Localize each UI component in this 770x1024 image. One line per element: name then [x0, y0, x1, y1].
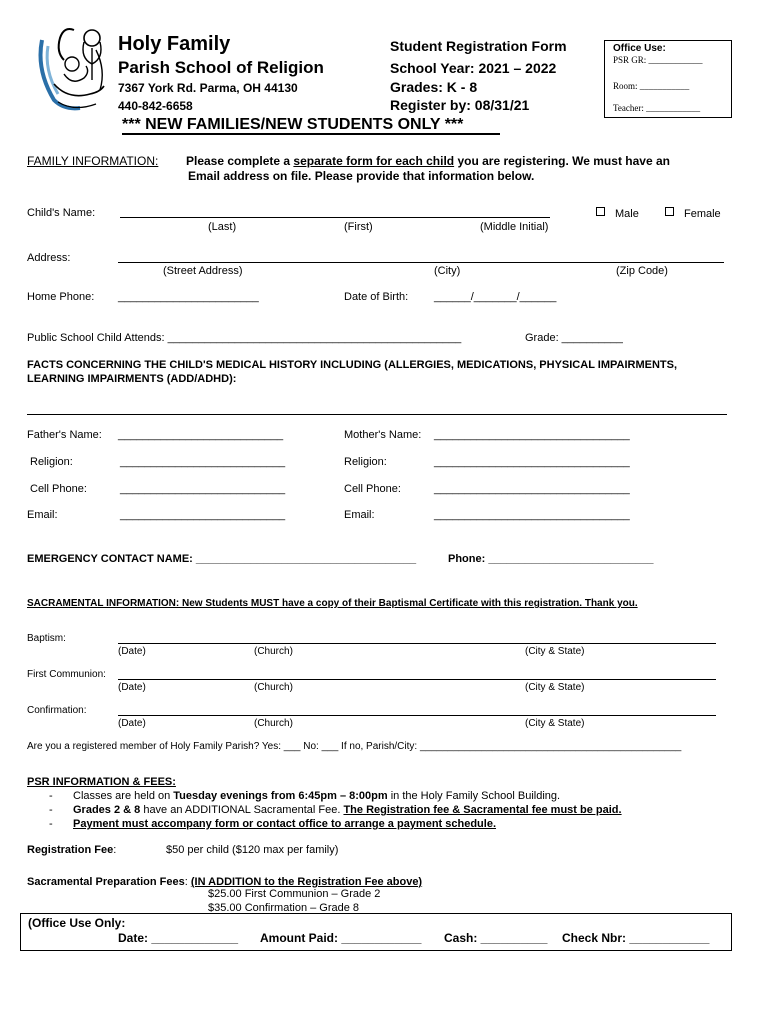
- last-caption: (Last): [208, 221, 237, 233]
- father-email-field[interactable]: ___________________________: [120, 509, 286, 521]
- office-date-field[interactable]: Date: _____________: [118, 931, 239, 945]
- grades: Grades: K - 8: [390, 79, 478, 95]
- male-label: Male: [615, 208, 639, 220]
- baptism-line[interactable]: [118, 643, 716, 644]
- father-name-field[interactable]: ___________________________: [118, 429, 284, 441]
- dob-field[interactable]: ______/_______/______: [434, 291, 557, 303]
- baptism-label: Baptism:: [27, 633, 66, 644]
- address-line[interactable]: [118, 262, 724, 263]
- family-info-instructions: [186, 154, 670, 168]
- psr-bullet-2: [73, 804, 622, 816]
- dob-label: Date of Birth:: [344, 291, 409, 303]
- first-caption: (First): [344, 221, 373, 233]
- sacramental-fees: Sacramental Preparation Fees: (IN ADDITION to the Registration Fee above): [27, 876, 423, 888]
- register-by: Register by: 08/31/21: [390, 97, 530, 113]
- office-use-box: [604, 40, 732, 118]
- emergency-phone-field[interactable]: Phone: ___________________________: [448, 553, 654, 565]
- confirmation-date-caption: (Date): [118, 718, 146, 729]
- family-info-instructions-line2: Email address on file. Please provide that information below.: [188, 169, 535, 183]
- teacher-field: Teacher: ____________: [613, 103, 701, 113]
- bullet-dash: -: [49, 790, 53, 802]
- instr-part1: Please complete a: [186, 154, 294, 168]
- registration-fee-value: $50 per child ($120 max per family): [166, 844, 339, 856]
- room-field: Room: ___________: [613, 81, 690, 91]
- mother-cell-field[interactable]: ________________________________: [434, 483, 630, 495]
- psr-bullet-3: Payment must accompany form or contact office to arrange a payment schedule.: [73, 818, 497, 830]
- instr-underlined: separate form for each child: [293, 154, 455, 168]
- address-label: Address:: [27, 252, 71, 264]
- psr-bullet-1: [73, 790, 560, 802]
- first-communion-line[interactable]: [118, 679, 716, 680]
- fee-confirmation: $35.00 Confirmation – Grade 8: [208, 902, 360, 914]
- school-year: School Year: 2021 – 2022: [390, 60, 557, 76]
- father-religion-field[interactable]: ___________________________: [120, 456, 286, 468]
- baptism-church-caption: (Church): [254, 646, 293, 657]
- holy-family-logo: [34, 20, 114, 112]
- school-phone: 440-842-6658: [118, 99, 193, 113]
- program-name: Parish School of Religion: [118, 58, 324, 77]
- bullet2-b: have an ADDITIONAL Sacramental Fee.: [140, 804, 344, 816]
- office-cash-field[interactable]: Cash: __________: [444, 931, 548, 945]
- bullet2-a: Grades 2 & 8: [73, 804, 141, 816]
- home-phone-label: Home Phone:: [27, 291, 95, 303]
- reg-fee-label-text: Registration Fee: [27, 844, 114, 856]
- bullet1-a: Classes are held on: [73, 790, 174, 802]
- parish-member-question[interactable]: Are you a registered member of Holy Family Parish? Yes: ___ No: ___ If no, Parish/City: _______________________________________________: [27, 741, 682, 752]
- bullet-dash: -: [49, 804, 53, 816]
- public-school-field[interactable]: Public School Child Attends: ________________________________________________: [27, 332, 462, 344]
- child-name-label: Child's Name:: [27, 207, 96, 219]
- school-address: 7367 York Rd. Parma, OH 44130: [118, 81, 298, 95]
- fee-first-communion: $25.00 First Communion – Grade 2: [208, 888, 381, 900]
- mother-name-field[interactable]: ________________________________: [434, 429, 630, 441]
- reg-fee-colon: :: [113, 844, 117, 856]
- medical-heading-line1: FACTS CONCERNING THE CHILD'S MEDICAL HISTORY INCLUDING (ALLERGIES, MEDICATIONS, PHYSICAL IMPAIRMENTS,: [27, 359, 678, 371]
- confirmation-label: Confirmation:: [27, 705, 87, 716]
- home-phone-field[interactable]: _______________________: [118, 291, 259, 303]
- school-name: Holy Family: [118, 33, 231, 55]
- medical-heading-line2: LEARNING IMPAIRMENTS (ADD/ADHD):: [27, 373, 237, 385]
- father-cell-field[interactable]: ___________________________: [120, 483, 286, 495]
- father-religion-label: Religion:: [30, 456, 73, 468]
- bullet-dash: -: [49, 818, 53, 830]
- confirmation-line[interactable]: [118, 715, 716, 716]
- bullet1-c: in the Holy Family School Building.: [387, 790, 561, 802]
- female-checkbox[interactable]: [665, 207, 721, 220]
- psr-gr-field: PSR GR: ____________: [613, 55, 703, 65]
- sac-fee-label: Sacramental Preparation Fees: [27, 876, 185, 888]
- female-label: Female: [684, 208, 721, 220]
- bullet1-b: Tuesday evenings from 6:45pm – 8:00pm: [173, 790, 388, 802]
- baptism-city-caption: (City & State): [525, 646, 585, 657]
- sac-fee-note: (IN ADDITION to the Registration Fee above): [190, 876, 423, 888]
- city-caption: (City): [434, 265, 461, 277]
- banner-underline: [122, 133, 500, 135]
- new-families-banner: *** NEW FAMILIES/NEW STUDENTS ONLY ***: [122, 116, 464, 133]
- registration-fee-label: [27, 844, 116, 856]
- child-name-line[interactable]: [120, 217, 550, 218]
- mother-name-label: Mother's Name:: [344, 429, 422, 441]
- first-communion-label: First Communion:: [27, 669, 106, 680]
- mother-religion-field[interactable]: ________________________________: [434, 456, 630, 468]
- father-name-label: Father's Name:: [27, 429, 102, 441]
- middle-caption: (Middle Initial): [480, 221, 549, 233]
- checkbox-icon: [596, 207, 605, 216]
- father-email-label: Email:: [27, 509, 58, 521]
- sacramental-heading: SACRAMENTAL INFORMATION: New Students MUST have a copy of their Baptismal Certificate with this registration. Thank you.: [27, 598, 638, 609]
- mother-email-field[interactable]: ________________________________: [434, 509, 630, 521]
- psr-heading: PSR INFORMATION & FEES:: [27, 776, 176, 788]
- male-checkbox[interactable]: [596, 207, 639, 220]
- mother-email-label: Email:: [344, 509, 375, 521]
- office-check-field[interactable]: Check Nbr: ____________: [562, 931, 710, 945]
- confirmation-church-caption: (Church): [254, 718, 293, 729]
- office-amount-field[interactable]: Amount Paid: ____________: [260, 931, 422, 945]
- checkbox-icon: [665, 207, 674, 216]
- confirmation-city-caption: (City & State): [525, 718, 585, 729]
- communion-date-caption: (Date): [118, 682, 146, 693]
- baptism-date-caption: (Date): [118, 646, 146, 657]
- mother-cell-label: Cell Phone:: [344, 483, 401, 495]
- form-title: Student Registration Form: [390, 38, 567, 54]
- communion-church-caption: (Church): [254, 682, 293, 693]
- grade-field[interactable]: Grade: __________: [525, 332, 623, 344]
- emergency-contact-field[interactable]: EMERGENCY CONTACT NAME: ____________________________________: [27, 553, 417, 565]
- office-use-title: Office Use:: [613, 43, 666, 54]
- bullet2-c: The Registration fee & Sacramental fee must be paid.: [343, 804, 622, 816]
- father-cell-label: Cell Phone:: [30, 483, 87, 495]
- instr-part2: you are registering. We must have an: [454, 154, 670, 168]
- family-info-label: FAMILY INFORMATION:: [27, 154, 159, 168]
- office-footer-title: (Office Use Only:: [28, 916, 126, 930]
- zip-caption: (Zip Code): [616, 265, 668, 277]
- street-caption: (Street Address): [163, 265, 243, 277]
- communion-city-caption: (City & State): [525, 682, 585, 693]
- mother-religion-label: Religion:: [344, 456, 387, 468]
- medical-line[interactable]: [27, 414, 727, 415]
